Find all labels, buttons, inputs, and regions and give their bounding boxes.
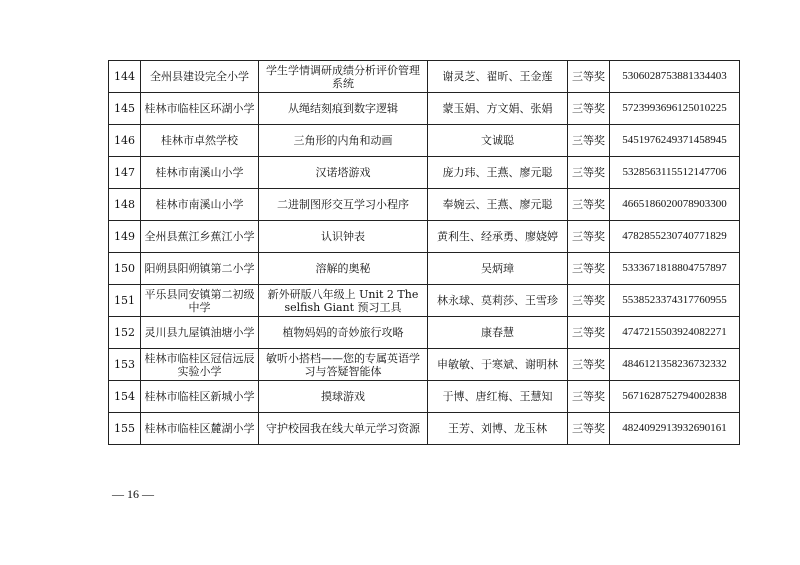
certificate-code-cell: 4846121358236732332 — [610, 349, 740, 381]
table-row — [109, 317, 740, 349]
table-row — [109, 381, 740, 413]
work-title-cell: 学生学情调研成绩分析评价管理系统 — [259, 61, 428, 93]
work-title-cell: 植物妈妈的奇妙旅行攻略 — [259, 317, 428, 349]
prize-level-cell: 三等奖 — [568, 157, 610, 189]
table-row — [109, 253, 740, 285]
table-row — [109, 93, 740, 125]
certificate-code-cell: 5671628752794002838 — [610, 381, 740, 413]
work-title-cell: 敏听小搭档——您的专属英语学习与答疑智能体 — [259, 349, 428, 381]
certificate-code-cell: 5328563115512147706 — [610, 157, 740, 189]
row-number-cell: 154 — [109, 381, 141, 413]
school-name-cell: 桂林市南溪山小学 — [141, 157, 259, 189]
row-number-cell: 146 — [109, 125, 141, 157]
authors-cell: 吴炳璋 — [428, 253, 568, 285]
authors-cell: 蒙玉娟、方文娟、张娟 — [428, 93, 568, 125]
authors-cell: 谢灵芝、翟昕、王金莲 — [428, 61, 568, 93]
certificate-code-cell: 5723993696125010225 — [610, 93, 740, 125]
table-row — [109, 61, 740, 93]
row-number-cell: 153 — [109, 349, 141, 381]
prize-level-cell: 三等奖 — [568, 317, 610, 349]
authors-cell: 林永球、莫莉莎、王雪珍 — [428, 285, 568, 317]
school-name-cell: 阳朔县阳朔镇第二小学 — [141, 253, 259, 285]
prize-level-cell: 三等奖 — [568, 253, 610, 285]
school-name-cell: 桂林市临桂区新城小学 — [141, 381, 259, 413]
prize-level-cell: 三等奖 — [568, 349, 610, 381]
certificate-code-cell: 5306028753881334403 — [610, 61, 740, 93]
certificate-code-cell: 4824092913932690161 — [610, 413, 740, 445]
school-name-cell: 灵川县九屋镇油塘小学 — [141, 317, 259, 349]
prize-level-cell: 三等奖 — [568, 285, 610, 317]
school-name-cell: 桂林市卓然学校 — [141, 125, 259, 157]
school-name-cell: 全州县建设完全小学 — [141, 61, 259, 93]
authors-cell: 文诚聪 — [428, 125, 568, 157]
row-number-cell: 152 — [109, 317, 141, 349]
certificate-code-cell: 5333671818804757897 — [610, 253, 740, 285]
row-number-cell: 147 — [109, 157, 141, 189]
school-name-cell: 桂林市临桂区环湖小学 — [141, 93, 259, 125]
certificate-code-cell: 4782855230740771829 — [610, 221, 740, 253]
work-title-cell: 汉诺塔游戏 — [259, 157, 428, 189]
awards-table-body — [109, 61, 740, 445]
certificate-code-cell: 4747215503924082271 — [610, 317, 740, 349]
prize-level-cell: 三等奖 — [568, 61, 610, 93]
table-row — [109, 221, 740, 253]
table-row — [109, 189, 740, 221]
authors-cell: 王芳、刘博、龙玉林 — [428, 413, 568, 445]
prize-level-cell: 三等奖 — [568, 221, 610, 253]
prize-level-cell: 三等奖 — [568, 413, 610, 445]
school-name-cell: 桂林市南溪山小学 — [141, 189, 259, 221]
row-number-cell: 148 — [109, 189, 141, 221]
table-row — [109, 285, 740, 317]
work-title-cell: 新外研版八年级上 Unit 2 The selfish Giant 预习工具 — [259, 285, 428, 317]
work-title-cell: 守护校园我在线大单元学习资源 — [259, 413, 428, 445]
prize-level-cell: 三等奖 — [568, 93, 610, 125]
row-number-cell: 151 — [109, 285, 141, 317]
row-number-cell: 145 — [109, 93, 141, 125]
work-title-cell: 二进制图形交互学习小程序 — [259, 189, 428, 221]
table-row — [109, 413, 740, 445]
authors-cell: 黄利生、经承勇、廖娆婷 — [428, 221, 568, 253]
work-title-cell: 溶解的奥秘 — [259, 253, 428, 285]
awards-table — [108, 60, 740, 445]
table-row — [109, 125, 740, 157]
school-name-cell: 全州县蕉江乡蕉江小学 — [141, 221, 259, 253]
row-number-cell: 150 — [109, 253, 141, 285]
authors-cell: 于博、唐红梅、王慧知 — [428, 381, 568, 413]
table-row — [109, 349, 740, 381]
authors-cell: 奉婉云、王燕、廖元聪 — [428, 189, 568, 221]
certificate-code-cell: 4665186020078903300 — [610, 189, 740, 221]
authors-cell: 庞力玮、王燕、廖元聪 — [428, 157, 568, 189]
page-number: — 16 — — [112, 487, 154, 501]
row-number-cell: 155 — [109, 413, 141, 445]
school-name-cell: 桂林市临桂区冠信远辰实验小学 — [141, 349, 259, 381]
prize-level-cell: 三等奖 — [568, 381, 610, 413]
authors-cell: 康春慧 — [428, 317, 568, 349]
authors-cell: 申敏敏、于寒斌、谢明林 — [428, 349, 568, 381]
work-title-cell: 认识钟表 — [259, 221, 428, 253]
certificate-code-cell: 5538523374317760955 — [610, 285, 740, 317]
table-row — [109, 157, 740, 189]
work-title-cell: 从绳结刻痕到数字逻辑 — [259, 93, 428, 125]
row-number-cell: 144 — [109, 61, 141, 93]
certificate-code-cell: 5451976249371458945 — [610, 125, 740, 157]
work-title-cell: 摸球游戏 — [259, 381, 428, 413]
work-title-cell: 三角形的内角和动画 — [259, 125, 428, 157]
row-number-cell: 149 — [109, 221, 141, 253]
school-name-cell: 平乐县同安镇第二初级中学 — [141, 285, 259, 317]
prize-level-cell: 三等奖 — [568, 125, 610, 157]
school-name-cell: 桂林市临桂区麓湖小学 — [141, 413, 259, 445]
prize-level-cell: 三等奖 — [568, 189, 610, 221]
